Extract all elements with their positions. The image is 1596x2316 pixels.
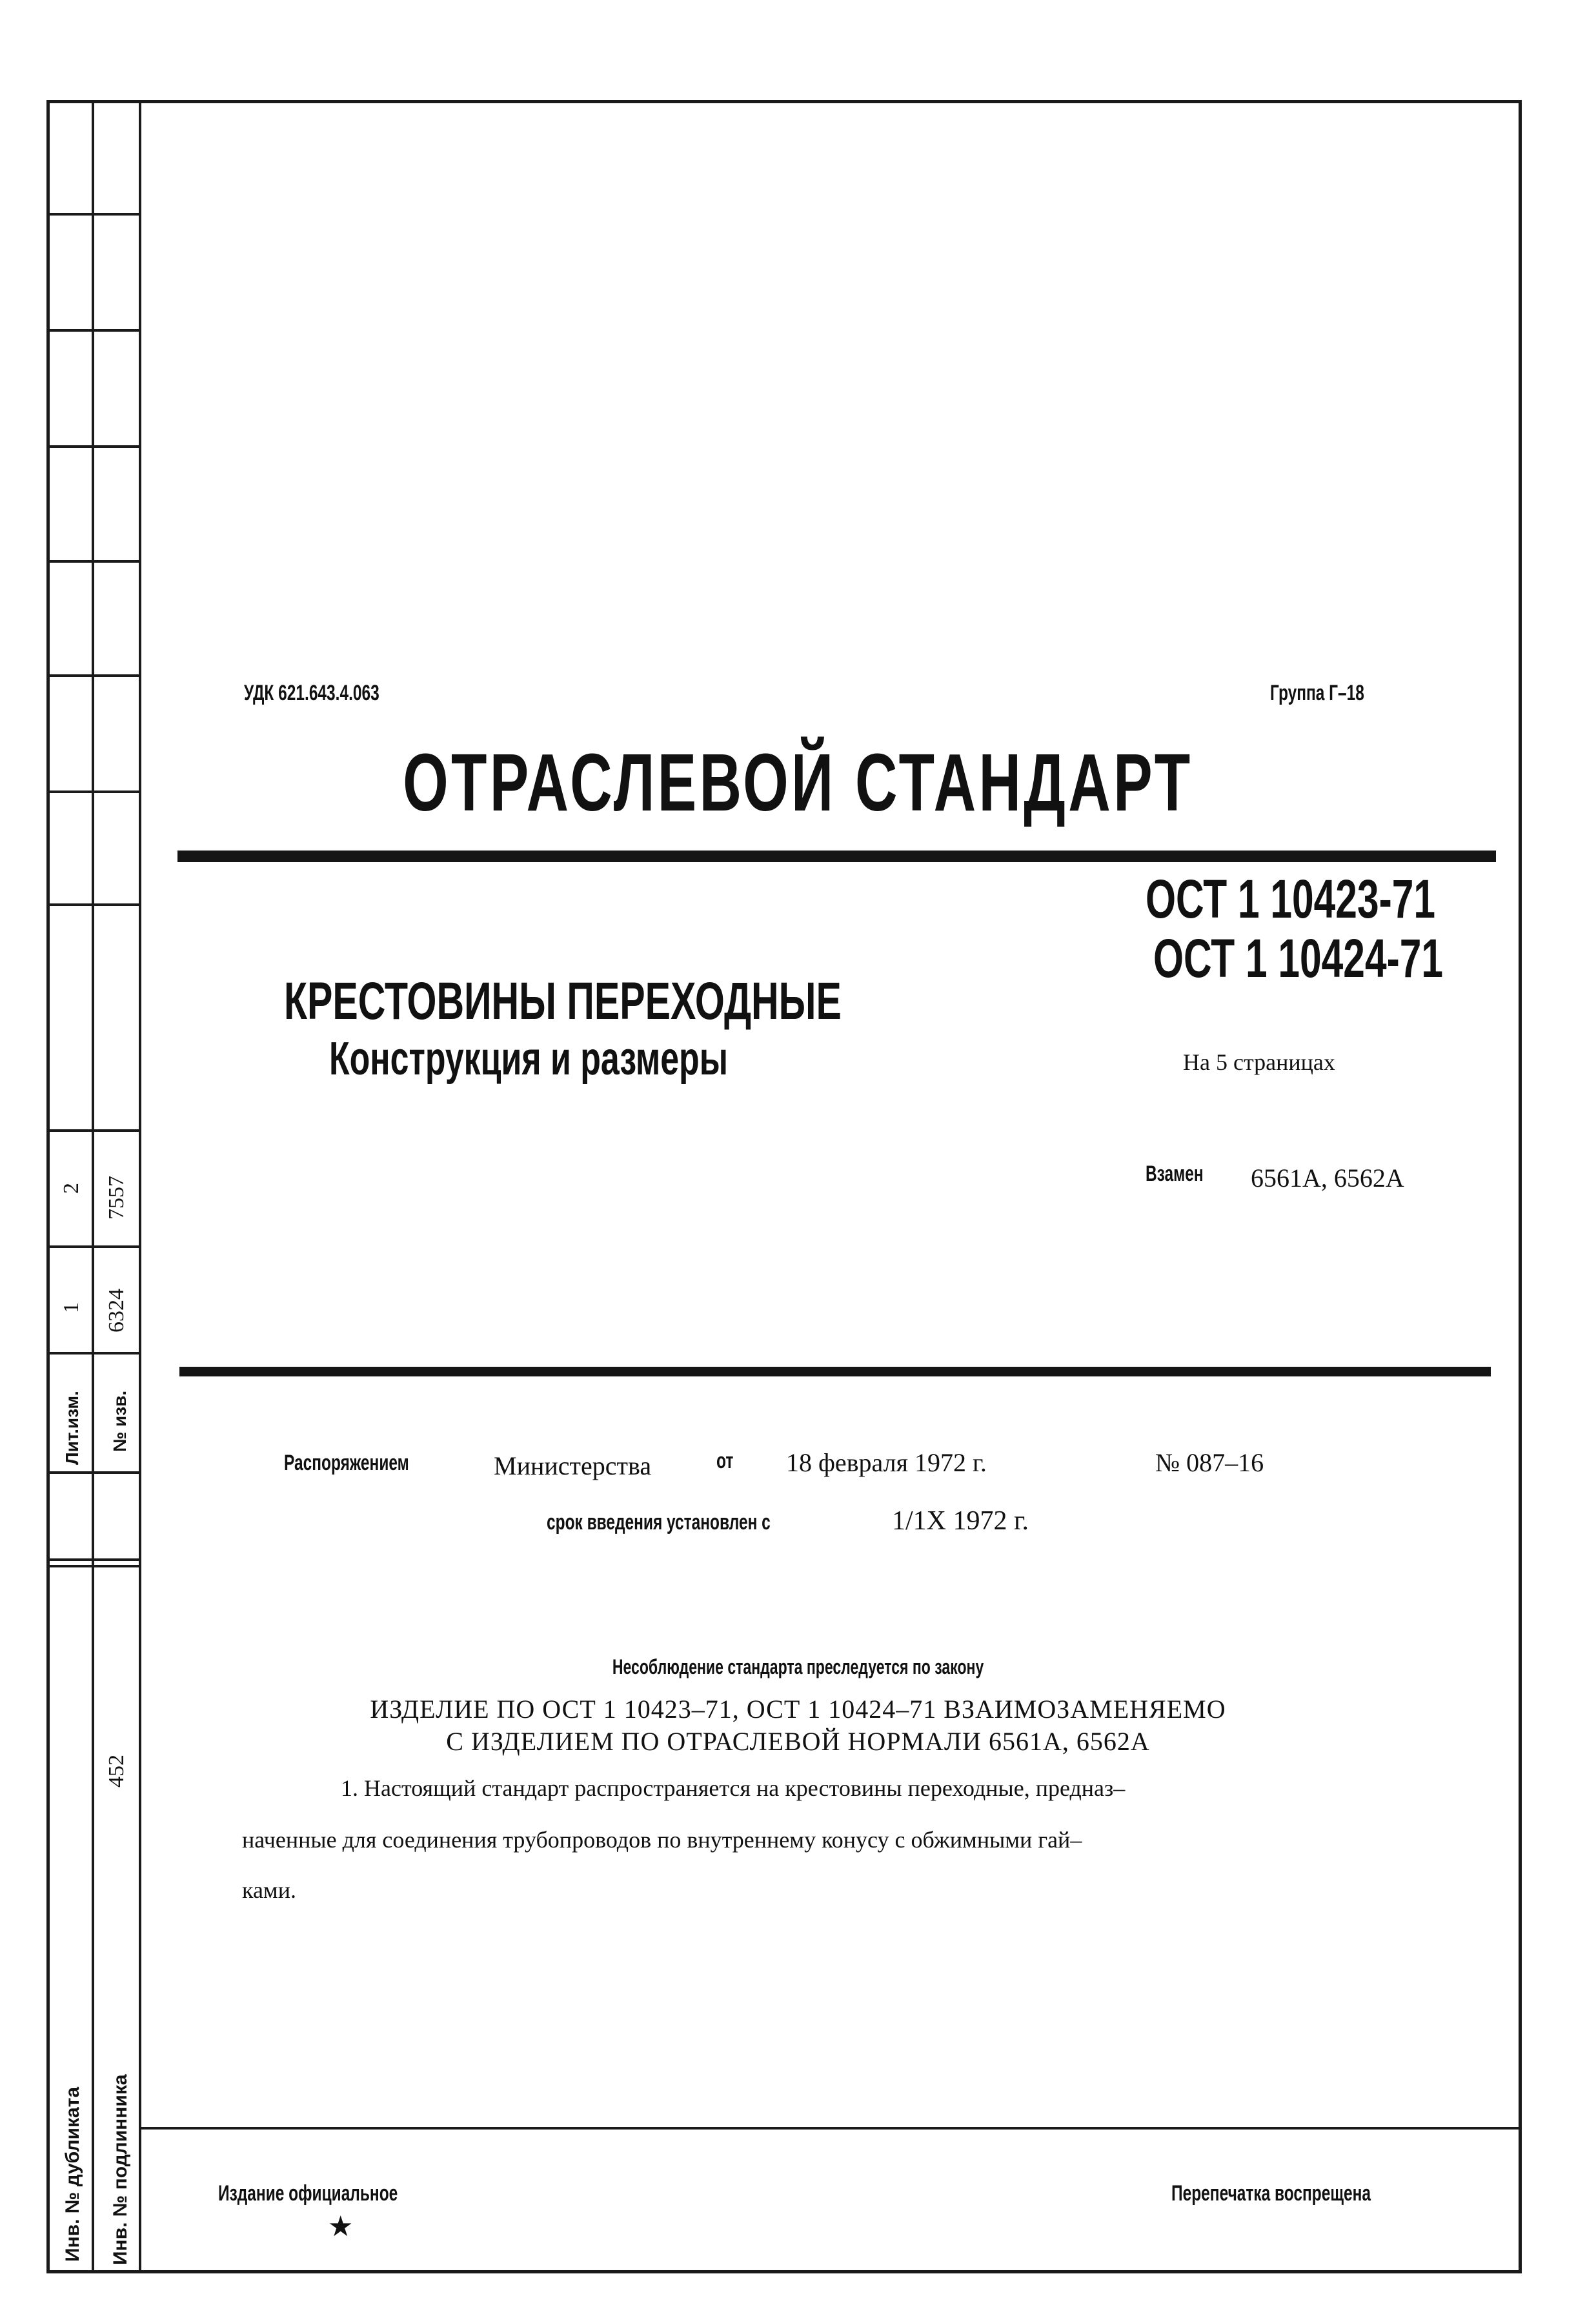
replaces-label: Взамен: [1146, 1162, 1204, 1186]
strip-row-line: [46, 1471, 141, 1474]
doc-label: № изв.: [110, 1390, 130, 1452]
paragraph-line-3: ками.: [242, 1877, 296, 1903]
strip-row-line: [46, 1558, 141, 1561]
strip-row-line: [46, 1245, 141, 1248]
change-lit-2: 2: [59, 1183, 83, 1194]
paragraph-line-1: 1. Настоящий стандарт распространяется на крестовины переходные, предназ–: [341, 1775, 1126, 1801]
footer-divider: [139, 2127, 1522, 2130]
order-number: № 087–16: [1155, 1448, 1264, 1477]
effective-date: 1/1Х 1972 г.: [892, 1506, 1029, 1536]
strip-row-line: [46, 560, 141, 563]
strip-row-line: [46, 445, 141, 448]
replaces-value: 6561А, 6562А: [1251, 1163, 1404, 1193]
effective-label: срок введения установлен с: [547, 1510, 771, 1535]
group-code: Группа Г–18: [1270, 681, 1364, 705]
change-doc-7557: 7557: [105, 1176, 128, 1220]
strip-row-line: [46, 1129, 141, 1132]
order-date: 18 февраля 1972 г.: [786, 1448, 987, 1477]
interchange-line-1: ИЗДЕЛИЕ ПО ОСТ 1 10423–71, ОСТ 1 10424–71 ВЗАИМОЗАМЕНЯЕМО: [370, 1695, 1226, 1724]
strip-row-line: [46, 674, 141, 677]
inv-dup-label: Инв. № дубликата: [62, 2086, 83, 2262]
strip-divider: [139, 100, 141, 2273]
order-from: от: [716, 1449, 734, 1473]
dup-value: 452: [105, 1755, 128, 1787]
change-lit-1: 1: [59, 1302, 83, 1313]
product-subtitle: Конструкция и размеры: [329, 1033, 728, 1085]
section-rule: [179, 1367, 1491, 1376]
reprint-label: Перепечатка воспрещена: [1171, 2181, 1371, 2206]
inv-orig-label: Инв. № подлинника: [110, 2074, 131, 2265]
change-doc-6324: 6324: [105, 1289, 128, 1333]
product-title: КРЕСТОВИНЫ ПЕРЕХОДНЫЕ: [284, 972, 842, 1031]
title-rule: [177, 851, 1496, 862]
paragraph-line-2: наченные для соединения трубопроводов по внутреннему конусу с обжимными гай–: [242, 1827, 1082, 1853]
law-notice: Несоблюдение стандарта преследуется по закону: [612, 1655, 984, 1678]
page-title: ОТРАСЛЕВОЙ СТАНДАРТ: [403, 737, 1193, 828]
interchange-line-2: С ИЗДЕЛИЕМ ПО ОТРАСЛЕВОЙ НОРМАЛИ 6561А, 6562А: [446, 1727, 1150, 1756]
standard-code-1: ОСТ 1 10423-71: [1146, 869, 1435, 929]
order-label: Распоряжением: [284, 1451, 409, 1475]
edition-label: Издание официальное: [218, 2181, 398, 2206]
strip-divider: [92, 100, 94, 2273]
strip-row-line: [46, 329, 141, 332]
page-count: На 5 страницах: [1183, 1049, 1335, 1075]
standard-code-2: ОСТ 1 10424-71: [1153, 928, 1443, 989]
strip-row-line: [46, 213, 141, 216]
lit-label: Лит.изм.: [62, 1391, 82, 1465]
strip-row-line: [46, 1352, 141, 1354]
strip-row-line: [46, 1565, 141, 1567]
strip-row-line: [46, 903, 141, 906]
udk-code: УДК 621.643.4.063: [244, 681, 379, 705]
order-authority: Министерства: [494, 1451, 652, 1480]
star-icon: ★: [328, 2211, 354, 2242]
